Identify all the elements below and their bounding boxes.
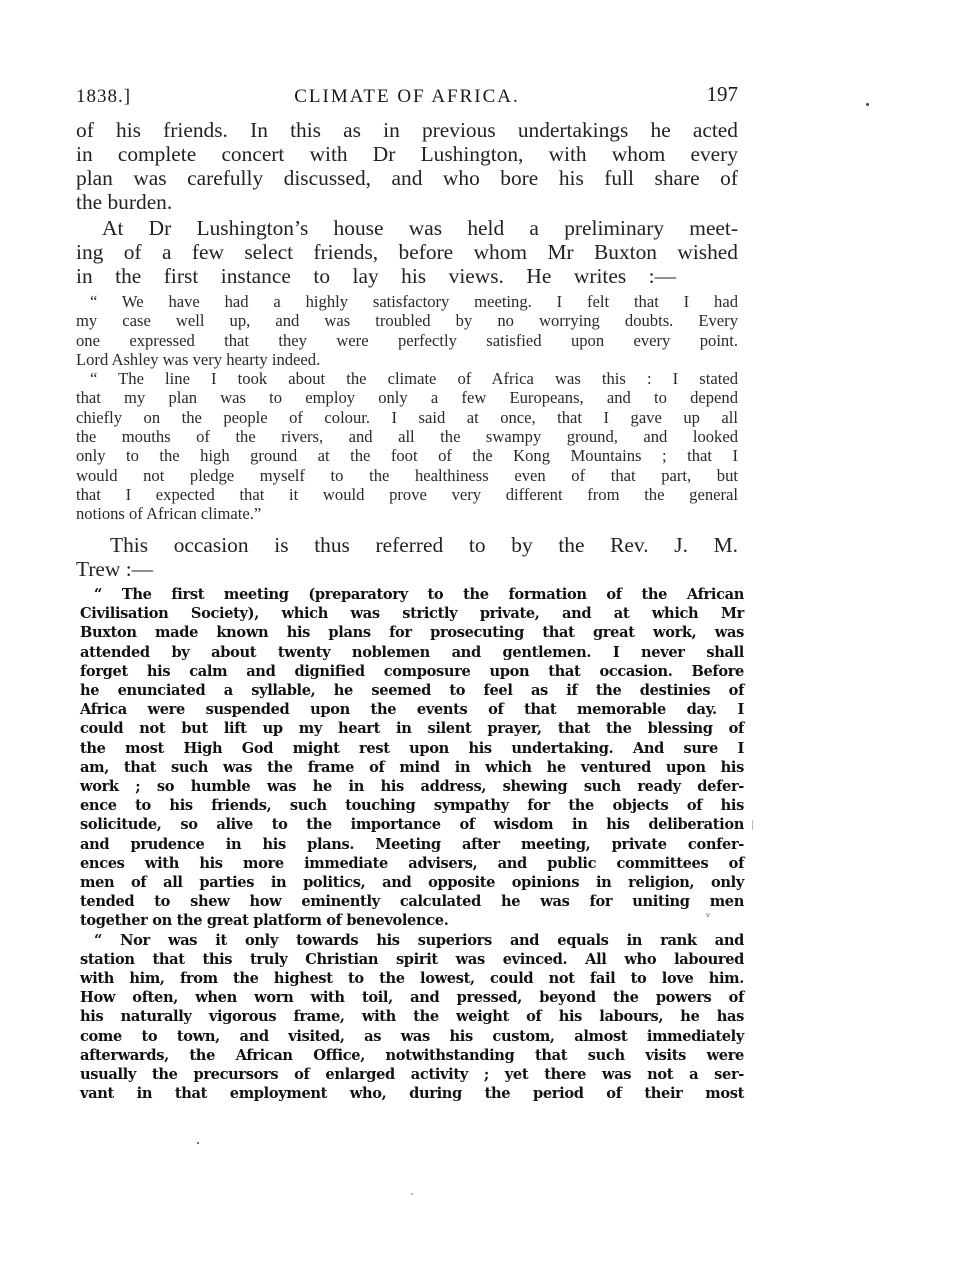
quote-line: that my plan was to employ only a few Europeans, and to depend [76, 388, 738, 408]
quote-line: usually the precursors of enlarged activity ; yet there was not a ser- [80, 1066, 744, 1084]
running-header [76, 82, 738, 112]
quote-line: “ The first meeting (preparatory to the formation of the African [94, 586, 744, 603]
text-line: At Dr Lushington’s house was held a preliminary meet- [102, 216, 738, 240]
quote-line: only to the high ground at the foot of the Kong Mountains ; that I [76, 446, 738, 466]
text-line: Trew :— [76, 557, 154, 581]
quote-line: “ Nor was it only towards his superiors and equals in rank and [94, 931, 744, 949]
quote-line: attended by about twenty noblemen and gentlemen. I never shall [80, 643, 744, 661]
quote-line: How often, when worn with toil, and pressed, beyond the powers of [80, 989, 744, 1007]
text-line: of his friends. In this as in previous undertakings he acted [76, 118, 738, 142]
quote-line: work ; so humble was he in his address, shewing such ready defer- [80, 778, 744, 796]
quote-line: “ We have had a highly satisfactory meeting. I felt that I had [90, 292, 738, 311]
text-line: the burden. [76, 190, 173, 214]
quote-line: notions of African climate.” [76, 504, 262, 524]
quote-line: Africa were suspended upon the events of that memorable day. I [80, 701, 744, 719]
quote-line: vant in that employment who, during the period of their most [80, 1085, 744, 1103]
paragraph-1 [76, 118, 738, 214]
quote-line: my case well up, and was troubled by no worrying doubts. Every [76, 311, 738, 331]
quote-line: Civilisation Society), which was strictly private, and at which Mr [80, 605, 744, 623]
quote-line: Lord Ashley was very hearty indeed. [76, 349, 321, 369]
quote-line: come to town, and visited, as was his custom, almost immediately [80, 1027, 744, 1045]
quote-line: am, that such was the frame of mind in which he ventured upon his [80, 758, 744, 776]
quote-line: the most High God might rest upon his undertaking. And sure I [80, 739, 744, 757]
paragraph-3 [76, 533, 738, 581]
text-line: plan was carefully discussed, and who bore his full share of [76, 166, 738, 190]
quote-line: his naturally vigorous frame, with the weight of his labours, he has [80, 1008, 744, 1026]
quote-line: afterwards, the African Office, notwithstanding that such visits were [80, 1046, 744, 1064]
quote-buxton [76, 292, 738, 524]
quote-line: with him, from the highest to the lowest, could not fail to love him. [80, 970, 744, 988]
paper-speck [866, 103, 869, 106]
quote-line: and prudence in his plans. Meeting after meeting, private confer- [80, 835, 744, 853]
text-line: in the first instance to lay his views. He writes :— [76, 264, 676, 288]
paper-mark [752, 820, 753, 830]
quote-line: men of all parties in politics, and opposite opinions in religion, only [80, 874, 744, 892]
quote-line: solicitude, so alive to the importance of wisdom in his deliberation [80, 816, 744, 834]
text-line: ing of a few select friends, before whom Mr Buxton wished [76, 240, 738, 264]
header-year: 1838.] [76, 86, 132, 107]
quote-line: that I expected that it would prove very different from the general [76, 484, 738, 504]
quote-line: ence to his friends, such touching sympathy for the objects of his [80, 797, 744, 815]
quote-line: Buxton made known his plans for prosecuting that great work, was [80, 624, 744, 642]
quote-line: “ The line I took about the climate of Africa was this : I stated [90, 369, 738, 389]
header-title: CLIMATE OF AFRICA. [294, 86, 520, 107]
quote-line: chiefly on the people of colour. I said at once, that I gave up all [76, 407, 738, 427]
quote-line: he enunciated a syllable, he seemed to feel as if the destinies of [80, 682, 744, 700]
quote-line: could not but lift up my heart in silent prayer, that the blessing of [80, 720, 744, 738]
quote-line: ences with his more immediate advisers, and public committees of [80, 854, 744, 872]
text-line: This occasion is thus referred to by the Rev. J. M. [110, 533, 738, 557]
quote-trew [80, 585, 744, 1103]
quote-line: together on the great platform of benevolence. [80, 912, 449, 930]
ink-mark: ᵛ [706, 910, 711, 924]
text-line: in complete concert with Dr Lushington, with whom every [76, 142, 738, 166]
quote-line: forget his calm and dignified composure upon that occasion. Before [80, 662, 744, 680]
page-number: 197 [706, 82, 738, 106]
quote-line: station that this truly Christian spirit was evinced. All who laboured [80, 950, 744, 968]
paragraph-2 [76, 216, 738, 288]
quote-line: one expressed that they were perfectly satisfied upon every point. [76, 330, 738, 350]
quote-line: would not pledge myself to the healthiness even of that part, but [76, 465, 738, 485]
quote-line: the mouths of the rivers, and all the swampy ground, and looked [76, 427, 738, 447]
paper-speck [197, 1142, 199, 1144]
quote-line: tended to shew how eminently calculated he was for uniting men [80, 893, 744, 911]
paper-speck [411, 1193, 413, 1195]
